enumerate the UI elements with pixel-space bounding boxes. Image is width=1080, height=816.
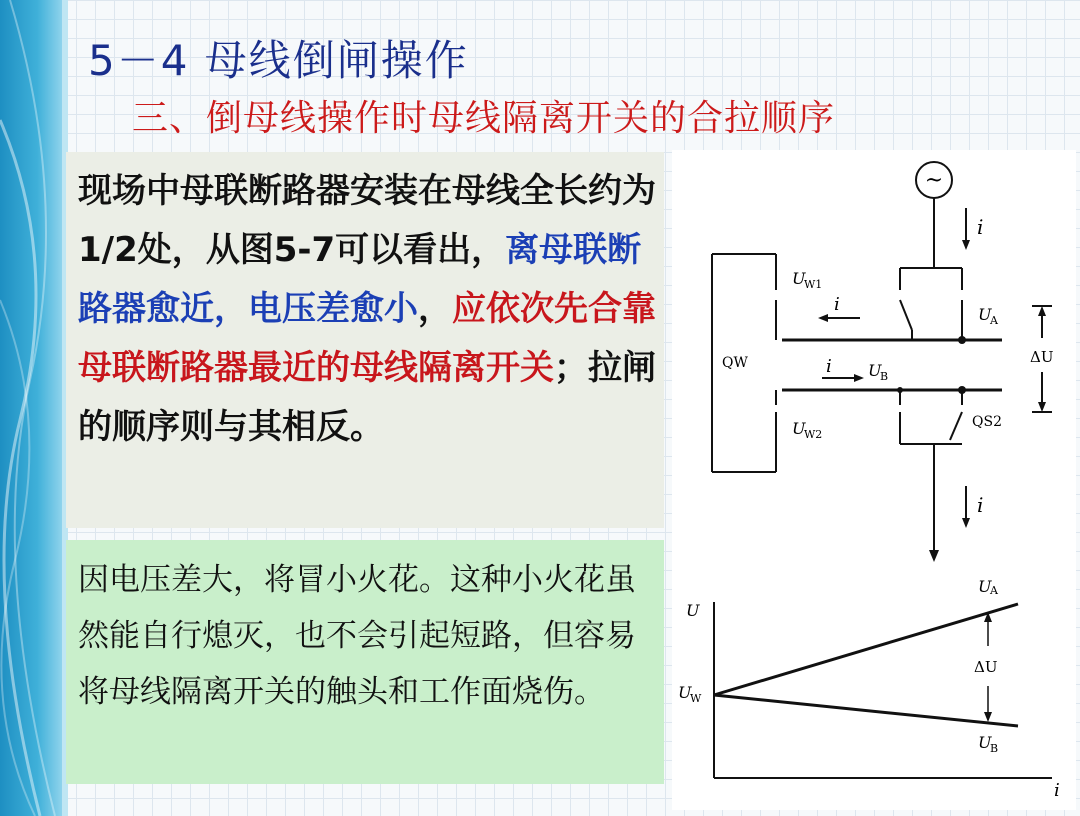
- graph-ub-subscript: B: [990, 742, 999, 755]
- graph-ua-label: U: [978, 577, 992, 596]
- qw-label: QW: [722, 355, 748, 371]
- graph-ub-label: U: [978, 733, 992, 752]
- note-text-box: [66, 540, 664, 784]
- ua-label: U: [978, 305, 992, 324]
- graph-y-axis-label: U: [686, 601, 700, 620]
- ub-subscript: B: [880, 370, 889, 383]
- uw1-label: U: [792, 269, 806, 288]
- graph-ua-subscript: A: [990, 584, 998, 597]
- voltage-graph: [672, 577, 1076, 810]
- main-text-part-c: ，: [418, 289, 452, 329]
- generator-label: ~: [924, 168, 944, 193]
- main-text-highlight-blue: 离母联断路器愈近，电压差愈小: [78, 230, 642, 329]
- uw2-label: U: [792, 419, 806, 438]
- main-text-highlight-red: 应依次先合靠母联断路器最近的母线隔离开关: [78, 289, 656, 388]
- delta-u-label: ΔU: [1030, 348, 1054, 366]
- ua-subscript: A: [990, 314, 998, 327]
- line-ub: [714, 695, 1018, 726]
- line-ua: [714, 604, 1018, 695]
- note-paragraph: 因电压差大，将冒小火花。这种小火花虽然能自行熄灭，也不会引起短路，但容易将母线隔离开关的触头和工作面烧伤。: [78, 562, 636, 710]
- main-text-box: [66, 152, 664, 528]
- ub-label: U: [868, 361, 882, 380]
- qs2-label: QS2: [972, 414, 1002, 430]
- uw1-subscript: W1: [804, 278, 823, 291]
- graph-delta-label: ΔU: [974, 658, 998, 676]
- slide-title: 5－4 母线倒闸操作: [88, 36, 469, 85]
- graph-uw-subscript: W: [690, 692, 702, 705]
- current-top-label: i: [977, 215, 984, 239]
- uw2-subscript: W2: [804, 428, 823, 441]
- slide-subtitle: 三、倒母线操作时母线隔离开关的合拉顺序: [132, 98, 836, 139]
- main-text-part-a: 现场中母联断路器安装在母线全长约为1/2处，从图5-7可以看出，: [78, 171, 656, 270]
- circuit-diagram: [672, 150, 1076, 590]
- current-bottom-label: i: [977, 493, 984, 517]
- current-mid-label: i: [826, 356, 832, 377]
- graph-x-axis-label: i: [1054, 780, 1060, 801]
- figure-panel: [672, 150, 1076, 810]
- graph-uw-label: U: [678, 683, 692, 702]
- main-paragraph: [78, 162, 658, 457]
- current-left-label: i: [834, 294, 840, 315]
- main-text-part-e: ；拉闸的顺序则与其相反。: [78, 348, 656, 447]
